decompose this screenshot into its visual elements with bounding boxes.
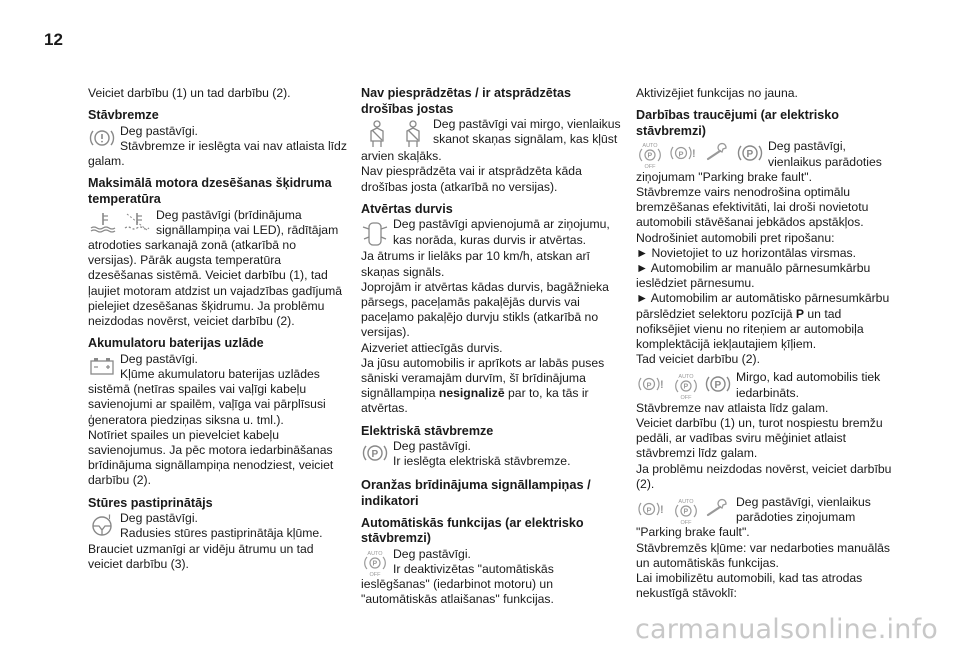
reactivate-text: Aktivizējiet funkcijas no jauna. xyxy=(636,86,798,100)
battery-desc-2: Kļūme akumulatoru baterijas uzlādes xyxy=(120,367,320,382)
svg-text:P: P xyxy=(371,449,379,461)
battery-title: Akumulatoru baterijas uzlāde xyxy=(88,336,264,351)
svg-text:OFF: OFF xyxy=(680,520,692,526)
svg-text:!: ! xyxy=(660,379,664,392)
battery-icon xyxy=(88,354,116,378)
fault-desc-1: Deg pastāvīgi, xyxy=(768,139,846,154)
seatbelt-icon xyxy=(361,119,393,149)
fault-desc-6: Tad veiciet darbību (2). xyxy=(636,352,760,367)
doors-desc-4: Joprojām ir atvērtas kādas durvis, bagāžnieka pārsegs, paceļamās pakaļējās durvis vai paceļamo pakaļējo durvju stikls (atkarībā no versijas). xyxy=(361,279,609,340)
brake-warning-icon xyxy=(88,126,116,150)
parking-brake-title: Stāvbremze xyxy=(88,108,159,123)
parking-brake-icon xyxy=(361,441,389,465)
svg-text:P: P xyxy=(746,149,754,161)
epb-title: Elektriskā stāvbremze xyxy=(361,423,494,438)
svg-text:P: P xyxy=(683,383,689,391)
seatbelt-desc-1: Deg pastāvīgi vai mirgo, vienlaikus xyxy=(433,117,621,132)
svg-text:P: P xyxy=(646,380,652,390)
svg-text:P: P xyxy=(647,152,653,160)
svg-text:AUTO: AUTO xyxy=(642,143,658,150)
parking-fault-desc-2: parādoties ziņojumam xyxy=(736,510,856,525)
column-1 xyxy=(88,86,348,572)
auto-off-icon xyxy=(636,141,664,169)
coolant-desc-1: Deg pastāvīgi (brīdinājuma xyxy=(156,207,302,222)
battery-desc-3: sistēmā (netīras spailes vai vaļīgi kabeļu savienojumi ar spailēm, vaļīga vai pārplīsusi ģeneratora piedziņas siksna u. tml.). xyxy=(88,382,326,427)
svg-text:OFF: OFF xyxy=(644,164,656,170)
flash-desc-1: Mirgo, kad automobilis tiek xyxy=(736,370,881,385)
auto-functions-desc-2: Ir deaktivizētas "automātiskās xyxy=(393,562,554,577)
brake-warning-icon xyxy=(668,141,700,165)
battery-desc-4: Notīriet spailes un pievelciet kabeļu savienojumus. Ja pēc motora iedarbināšanas brīdinājuma signāllampiņa nenodziest, veiciet darbību (2). xyxy=(88,427,334,488)
seatbelt-desc-3: arvien skaļāks. xyxy=(361,149,442,164)
svg-text:OFF: OFF xyxy=(369,571,381,577)
svg-text:OFF: OFF xyxy=(680,395,692,401)
parking-brake-desc-3: galam. xyxy=(88,154,125,169)
coolant-desc-2: signāllampiņa vai LED), rādītājam xyxy=(156,222,339,237)
flash-desc-3: Stāvbremze nav atlaista līdz galam. xyxy=(636,400,829,415)
parking-brake-desc-1: Deg pastāvīgi. xyxy=(120,123,198,138)
parking-brake-desc-2: Stāvbremze ir ieslēgta vai nav atlaista līdz xyxy=(120,139,347,153)
steering-desc-2: Radusies stūres pastiprinātāja kļūme. xyxy=(120,526,323,541)
doors-desc-6: Ja jūsu automobilis ir aprīkots ar labās puses sāniski veramajām durvīm, šī brīdinājuma signāllampiņa nesignalizē par to, ka tās ir atvērtas. xyxy=(361,355,605,416)
flash-desc-5: Ja problēmu neizdodas novērst, veiciet darbību (2). xyxy=(636,461,892,491)
watermark: carmanualsonline.info xyxy=(635,614,938,645)
fault-desc-3: ziņojumam "Parking brake fault". xyxy=(636,169,812,184)
auto-functions-desc-1: Deg pastāvīgi. xyxy=(393,546,471,561)
svg-text:!: ! xyxy=(692,148,696,161)
auto-off-icon xyxy=(672,372,700,400)
parking-fault-desc-3: "Parking brake fault". xyxy=(636,525,750,540)
intro-text: Veiciet darbību (1) un tad darbību (2). xyxy=(88,86,291,100)
door-open-icon xyxy=(361,219,389,249)
column-2 xyxy=(361,86,621,608)
svg-text:P: P xyxy=(683,508,689,516)
seatbelt-icon xyxy=(397,119,429,149)
svg-text:P: P xyxy=(714,380,722,392)
parking-brake-icon xyxy=(704,372,732,396)
epb-desc-2: Ir ieslēgta elektriskā stāvbremze. xyxy=(393,454,571,469)
svg-text:AUTO: AUTO xyxy=(678,499,694,506)
coolant-temperature-icon xyxy=(122,210,152,234)
doors-desc-3: Ja ātrums ir lielāks par 10 km/h, atskan arī skaņas signāls. xyxy=(361,249,590,279)
doors-desc-1: Deg pastāvīgi apvienojumā ar ziņojumu, xyxy=(393,217,610,232)
parking-fault-desc-1: Deg pastāvīgi, vienlaikus xyxy=(736,495,871,510)
svg-text:P: P xyxy=(372,560,378,568)
wrench-icon xyxy=(704,141,732,165)
auto-functions-title: Automātiskās funkcijas (ar elektrisko stāvbremzi) xyxy=(361,515,584,546)
battery-desc-1: Deg pastāvīgi. xyxy=(120,351,198,366)
fault-desc-5: Nodrošiniet automobili pret ripošanu: xyxy=(636,230,835,245)
seatbelt-desc-4: Nav piesprādzēta vai ir atsprādzēta kāda drošības josta (atkarībā no versijas). xyxy=(361,164,582,194)
doors-title: Atvērtas durvis xyxy=(361,201,453,216)
svg-text:P: P xyxy=(678,149,684,159)
flash-desc-4: Veiciet darbību (1) un, turot nospiestu bremžu pedāli, ar vadības sviru mēģiniet atlaist stāvbremzi līdz galam. xyxy=(636,416,883,461)
auto-off-icon xyxy=(361,549,389,577)
steering-warning-icon xyxy=(88,513,116,537)
steering-desc-1: Deg pastāvīgi. xyxy=(120,511,198,526)
fault-bullet-1: ► Novietojiet to uz horizontālas virsmas. xyxy=(636,245,857,260)
fault-title: Darbības traucējumi (ar elektrisko stāvbremzi) xyxy=(636,108,839,138)
brake-warning-icon xyxy=(636,372,668,396)
svg-text:!: ! xyxy=(108,513,111,524)
wrench-icon xyxy=(704,497,732,521)
auto-off-icon xyxy=(672,497,700,525)
steering-desc-3: Brauciet uzmanīgi ar vidēju ātrumu un tad veiciet darbību (3). xyxy=(88,541,314,571)
svg-text:AUTO: AUTO xyxy=(367,550,383,557)
flash-desc-2: iedarbināts. xyxy=(736,385,800,400)
column-3 xyxy=(636,86,896,601)
fault-desc-4: Stāvbremze vairs nenodrošina optimālu bremzēšanas efektivitāti, lai droši novietotu automobili stāvēšanai jebkādos apstākļos. xyxy=(636,185,869,230)
doors-desc-5: Aizveriet attiecīgās durvis. xyxy=(361,340,503,355)
epb-desc-1: Deg pastāvīgi. xyxy=(393,439,471,454)
steering-title: Stūres pastiprinātājs xyxy=(88,495,213,510)
coolant-temperature-icon xyxy=(88,210,118,234)
seatbelt-desc-2: skanot skaņas signālam, kas kļūst xyxy=(433,132,618,147)
fault-bullet-3: ► Automobilim ar automātisko pārnesumkārbu pārslēdziet selektoru pozīcijā P un tad nofiksējiet vienu no riteņiem ar automobiļa komplektācijā iekļautajiem ķīļiem. xyxy=(636,291,890,352)
fault-desc-2: vienlaikus parādoties xyxy=(768,154,882,169)
coolant-title: Maksimālā motora dzesēšanas šķidruma temperatūra xyxy=(88,176,332,206)
auto-functions-desc-3: ieslēgšanas" (iedarbinot motoru) un "automātiskās atlaišanas" funkcijas. xyxy=(361,577,554,607)
parking-fault-desc-5: Lai imobilizētu automobili, kad tas atrodas nekustīgā stāvoklī: xyxy=(636,571,863,601)
seatbelt-title: Nav piesprādzētas / ir atsprādzētas drošības jostas xyxy=(361,86,571,116)
parking-fault-desc-4: Stāvbremzēs kļūme: var nedarboties manuālās un automātiskās funkcijas. xyxy=(636,540,891,570)
orange-section-heading: Oranžas brīdinājuma signāllampiņas / indikatori xyxy=(361,476,591,508)
parking-brake-icon xyxy=(736,141,764,165)
svg-text:P: P xyxy=(646,505,652,515)
doors-desc-2: kas norāda, kuras durvis ir atvērtas. xyxy=(393,232,587,247)
page-number: 12 xyxy=(44,30,63,49)
brake-warning-icon xyxy=(636,497,668,521)
svg-text:AUTO: AUTO xyxy=(678,374,694,381)
fault-bullet-2: ► Automobilim ar manuālo pārnesumkārbu ieslēdziet pārnesumu. xyxy=(636,261,871,291)
svg-text:!: ! xyxy=(660,504,664,517)
coolant-desc-3: atrodoties sarkanajā zonā (atkarībā no versijas). Pārāk augsta temperatūra dzesēšanas sistēmā. Veiciet darbību (1), tad ļaujiet motoram atdzist un vajadzības gadījumā pielejiet dzesēšanas šķidrumu. Ja problēmu neizdodas novērst, veiciet darbību (2). xyxy=(88,238,343,329)
